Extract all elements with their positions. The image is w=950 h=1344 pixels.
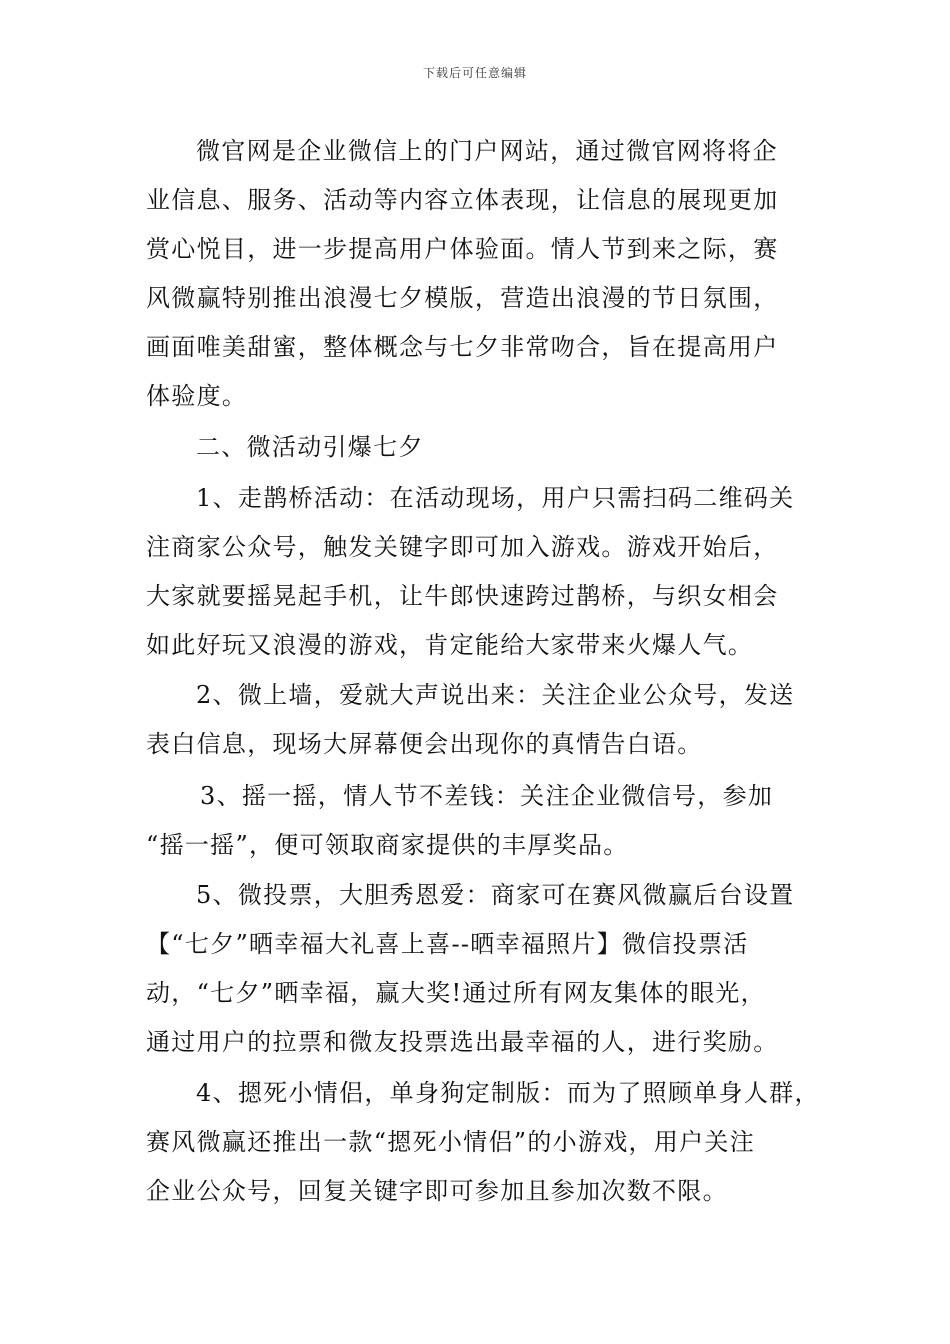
paragraph-line: 4、摁死小情侣，单身狗定制版：而为了照顾单身人群，	[196, 1079, 820, 1107]
paragraph-line: 体验度。	[146, 382, 248, 410]
paragraph-line: 业信息、服务、活动等内容立体表现，让信息的展现更加	[146, 186, 779, 214]
paragraph-line: 风微赢特别推出浪漫七夕模版，营造出浪漫的节日氛围，	[146, 284, 779, 312]
paragraph-line: 通过用户的拉票和微友投票选出最幸福的人，进行奖励。	[146, 1028, 779, 1056]
paragraph-line: 画面唯美甜蜜，整体概念与七夕非常吻合，旨在提高用户	[146, 333, 779, 361]
paragraph-line: 动，“七夕”晒幸福，赢大奖!通过所有网友集体的眼光，	[146, 979, 766, 1007]
paragraph-line: 注商家公众号，触发关键字即可加入游戏。游戏开始后，	[146, 533, 779, 561]
paragraph-line: 2、微上墙，爱就大声说出来：关注企业公众号，发送	[196, 681, 795, 709]
paragraph-line: 【“七夕”晒幸福大礼喜上喜--晒幸福照片】微信投票活	[146, 930, 749, 958]
paragraph-line: 企业公众号，回复关键字即可参加且参加次数不限。	[146, 1177, 728, 1205]
paragraph-line: 赏心悦目，进一步提高用户体验面。情人节到来之际，赛	[146, 235, 779, 263]
paragraph-line: 大家就要摇晃起手机，让牛郎快速跨过鹊桥，与织女相会	[146, 582, 779, 610]
paragraph-line: 5、微投票，大胆秀恩爱：商家可在赛风微赢后台设置	[196, 881, 795, 909]
section-heading: 二、微活动引爆七夕	[196, 433, 424, 461]
paragraph-line: 1、走鹊桥活动：在活动现场，用户只需扫码二维码关	[196, 484, 795, 512]
paragraph-line: 赛风微赢还推出一款“摁死小情侣”的小游戏，用户关注	[146, 1128, 756, 1156]
paragraph-line: “摇一摇”，便可领取商家提供的丰厚奖品。	[146, 831, 629, 859]
header-note: 下载后可任意编辑	[422, 66, 527, 80]
paragraph-line: 3、摇一摇，情人节不差钱：关注企业微信号，参加	[200, 782, 774, 810]
paragraph-line: 如此好玩又浪漫的游戏，肯定能给大家带来火爆人气。	[146, 631, 754, 659]
paragraph-line: 微官网是企业微信上的门户网站，通过微官网将将企	[196, 137, 778, 165]
paragraph-line: 表白信息，现场大屏幕便会出现你的真情告白语。	[146, 730, 703, 758]
